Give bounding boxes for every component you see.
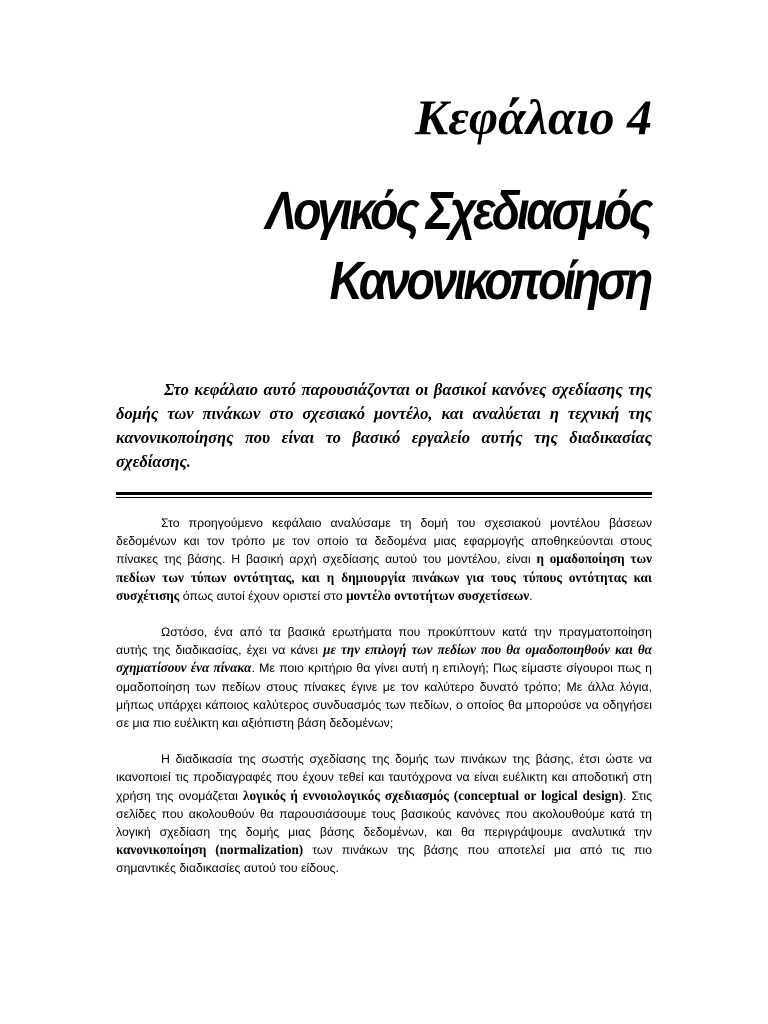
divider-thin [116,497,652,498]
bold-phrase: μοντέλο οντοτήτων συσχετίσεων [346,587,530,603]
paragraph-1 [116,514,652,605]
paragraph-text: . [529,588,533,603]
bold-italic-phrase: με την επιλογή των πεδίων που θα ομαδοποιηθούν και θα σχηματίσουν ένα πίνακα [116,642,652,676]
paragraph-text: Ωστόσο, ένα από τα βασικά ερωτήματα που προκύπτουν κατά την πραγματοποίηση αυτής της διαδικασίας, έχει να κάνει [116,625,652,658]
divider-thick [116,492,652,495]
body-text [116,514,652,896]
paragraph-text: . Στις σελίδες που ακολουθούν θα παρουσιάσουμε τους βασικούς κανόνες που ακολουθούμε κατά τη λογική σχεδίαση της δομής μιας βάσης δεδομένων, και θα περιγράψουμε αναλυτικά την [116,788,652,840]
chapter-title [266,176,650,316]
paragraph-2 [116,623,652,732]
chapter-number: Κεφάλαιο 4 [414,89,652,145]
chapter-title-line-1: Λογικός Σχεδιασμός [265,181,650,241]
chapter-title-line-2: Κανονικοποίηση [329,251,650,311]
paragraph-text: Η διαδικασία της σωστής σχεδίασης της δομής των πινάκων της βάσης, έτσι ώστε να ικανοποιεί τις προδιαγραφές που έχουν τεθεί και ταυτόχρονα να είναι ευέλικτη και αποδοτική στη χρήση της ονομάζεται [116,752,652,803]
paragraph-text: όπως αυτοί έχουν οριστεί στο [179,588,347,603]
bold-phrase: η ομαδοποίηση των πεδίων των τύπων οντότητας, και η δημιουργία πινάκων για τους τύπους οντότητας και συσχέτισης [116,551,652,603]
paragraph-text: . Με ποιο κριτήριο θα γίνει αυτή η επιλογή; Πως είμαστε σίγουροι πως η ομαδοποίηση των πεδίων στους πίνακες έγινε με τον καλύτερο δυνατό τρόπο; Με άλλα λόγια, μήπως υπάρχει κάποιος καλύτερος συνδυασμός των πεδίων, ο οποίος θα μπορούσε να οδηγήσει σε μια πιο ευέλικτη και αξιόπιστη βάση δεδομένων; [116,661,652,731]
bold-phrase: κανονικοποίηση (normalization) [116,842,304,858]
bold-phrase: λογικός ή εννοιολογικός σχεδιασμός (conceptual or logical design) [242,787,623,803]
paragraph-text: των πινάκων της βάσης που αποτελεί μια από τις πιο σημαντικές διαδικασίες αυτού του είδους. [116,843,652,876]
paragraph-text: Στο προηγούμενο κεφάλαιο αναλύσαμε τη δομή του σχεσιακού μοντέλου βάσεων δεδομένων και τον τρόπο με τον οποίο τα δεδομένα μιας εφαρμογής αποθηκεύονται στους πίνακες της βάσης. Η βασική αρχή σχεδίασης αυτού του μοντέλου, είναι [116,516,652,567]
paragraph-3 [116,750,652,877]
chapter-abstract: Στο κεφάλαιο αυτό παρουσιάζονται οι βασικοί κανόνες σχεδίασης της δομής των πινάκων στο σχεσιακό μοντέλο, και αναλύεται η τεχνική της κανονικοποίησης που είναι το βασικό εργαλείο αυτής της διαδικασίας σχεδίασης. [116,380,652,471]
